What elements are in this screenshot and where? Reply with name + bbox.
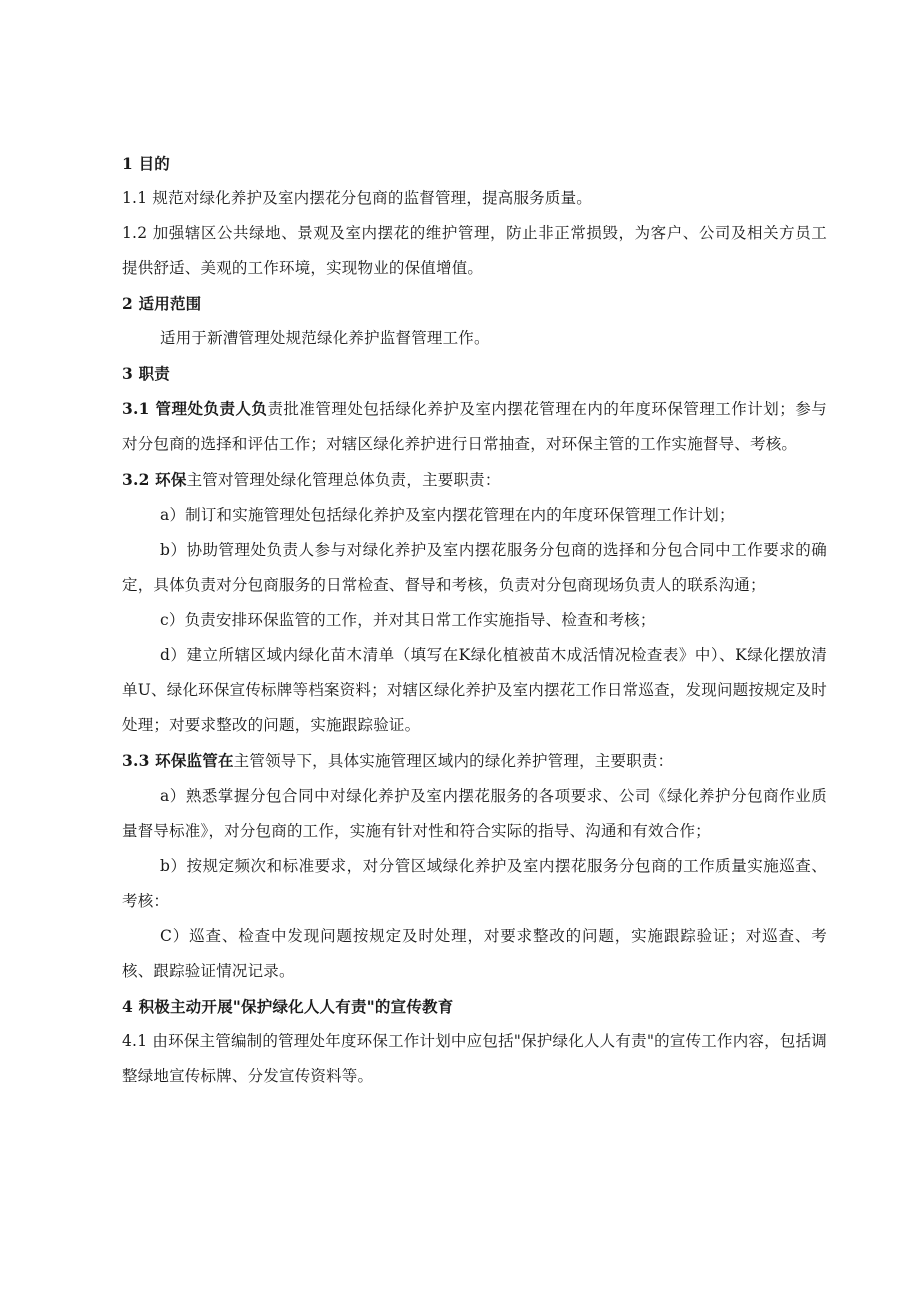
section-3-3-b: b）按规定频次和标准要求，对分管区域绿化养护及室内摆花服务分包商的工作质量实施巡查、考核：: [122, 857, 827, 910]
section-3-2-a: a）制订和实施管理处包括绿化养护及室内摆花管理在内的年度环保管理工作计划；: [160, 506, 735, 524]
section-3-2-d: d）建立所辖区域内绿化苗木清单（填写在K绿化植被苗木成活情况检查表》中）、K绿化摆放清单U、绿化环保宣传标牌等档案资料；对辖区绿化养护及室内摆花工作日常巡查，发现问题按规定及时处理；对要求整改的问题，实施跟踪验证。: [122, 646, 827, 734]
section-3-2-c: c）负责安排环保监管的工作，并对其日常工作实施指导、检查和考核；: [160, 611, 656, 629]
section-3-3-rest: 主管领导下，具体实施管理区域内的绿化养护管理，主要职责：: [233, 752, 674, 770]
section-3-1: [122, 391, 827, 462]
section-3-3-a: a）熟悉掌握分包合同中对绿化养护及室内摆花服务的各项要求、公司《绿化养护分包商作业质量督导标准》，对分包商的工作，实施有针对性和符合实际的指导、沟通和有效合作；: [122, 787, 827, 840]
section-2-body: 适用于新漕管理处规范绿化养护监督管理工作。: [160, 329, 490, 347]
section-3-3-lead: 3.3 环保监管在: [122, 751, 234, 770]
section-3-1-rest: 责批准管理处包括绿化养护及室内摆花管理在内的年度环保管理工作计划；参与对分包商的选择和评估工作；对辖区绿化养护进行日常抽查，对环保主管的工作实施督导、考核。: [122, 400, 827, 453]
section-3-3: [122, 743, 827, 779]
section-3-1-lead: 3.1 管理处负责人负: [122, 399, 268, 418]
section-3-3-c: C）巡查、检查中发现问题按规定及时处理，对要求整改的问题，实施跟踪验证；对巡查、考核、跟踪验证情况记录。: [122, 927, 827, 980]
section-3-2-lead: 3.2 环保: [122, 470, 187, 489]
section-1-2: 1.2 加强辖区公共绿地、景观及室内摆花的维护管理，防止非正常损毁，为客户、公司及相关方员工提供舒适、美观的工作环境，实现物业的保值增值。: [122, 224, 827, 277]
section-3-title: 3 职责: [122, 364, 170, 383]
section-1-1: 1.1 规范对绿化养护及室内摆花分包商的监督管理，提高服务质量。: [122, 189, 592, 207]
section-3-2: [122, 462, 827, 498]
section-3-2-rest: 主管对管理处绿化管理总体负责，主要职责：: [186, 471, 501, 489]
section-4-1: 4.1 由环保主管编制的管理处年度环保工作计划中应包括"保护绿化人人有责"的宣传工作内容，包括调整绿地宣传标牌、分发宣传资料等。: [122, 1032, 827, 1085]
section-1-title: 1 目的: [122, 154, 170, 173]
section-2-title: 2 适用范围: [122, 294, 202, 313]
section-3-2-b: b）协助管理处负责人参与对绿化养护及室内摆花服务分包商的选择和分包合同中工作要求的确定，具体负责对分包商服务的日常检查、督导和考核，负责对分包商现场负责人的联系沟通；: [122, 541, 827, 594]
section-4-title: 4 积极主动开展"保护绿化人人有责"的宣传教育: [122, 997, 454, 1016]
document-page: [122, 146, 827, 1094]
